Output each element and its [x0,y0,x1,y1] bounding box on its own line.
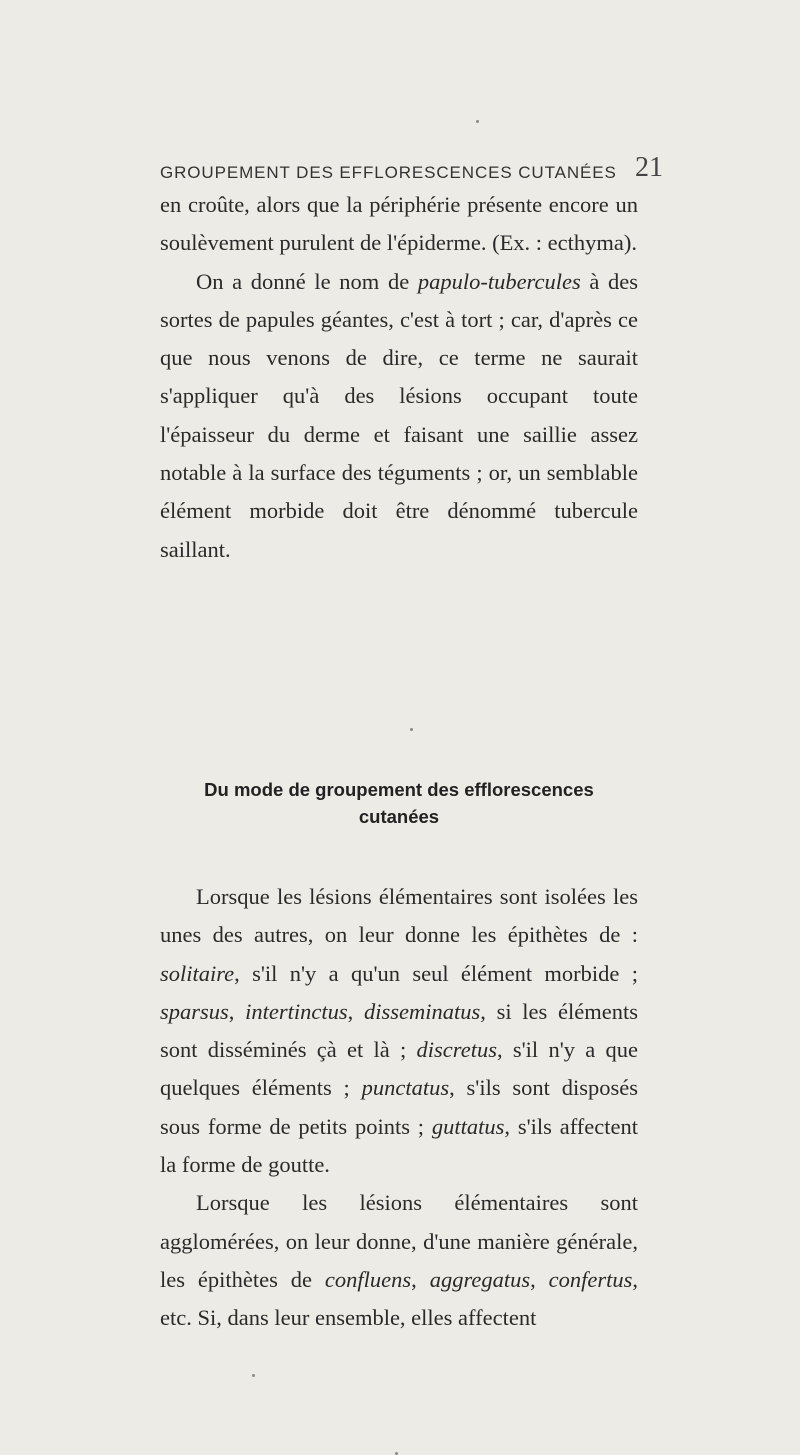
text-block-top [160,186,638,569]
paragraph-text: Lorsque les lésions élémentaires sont agglomérées, on leur donne, d'une manière générale, les épithètes de [160,1190,638,1292]
paragraph-text: , s'ils sont disposés sous forme de petits points ; [160,1075,638,1139]
paragraph-text: , etc. Si, dans leur ensemble, elles affectent [160,1266,639,1331]
paragraph-text: , s'il n'y a que quelques éléments ; [160,1037,638,1101]
italic-term: papulo-tubercules [417,268,581,294]
italic-term: sparsus [160,998,229,1024]
running-head: GROUPEMENT DES EFFLORESCENCES CUTANÉES [160,163,617,182]
italic-term: discretus [416,1037,497,1063]
paragraph-text: , s'ils affectent la forme de goutte. [160,1113,638,1178]
italic-term: intertinctus [245,998,348,1024]
italic-term: confluens [324,1266,412,1292]
italic-term: guttatus [431,1113,505,1139]
italic-term: disseminatus [363,998,481,1024]
italic-term: confertus [548,1266,633,1292]
paper-speck [476,120,479,123]
page-number: 21 [635,152,663,183]
paragraph-text: , s'il n'y a qu'un seul élément morbide ; [234,960,638,986]
paragraph-text: , [530,1266,549,1292]
italic-term: solitaire [160,960,235,986]
italic-term: aggregatus [429,1266,531,1292]
text-block-bottom [160,878,638,1338]
paper-speck [410,728,413,731]
paragraph-text: , [347,998,364,1024]
section-heading-line-2: cutanées [358,806,440,827]
paragraph-agglomerated-lesions [160,1184,638,1337]
italic-term: punctatus [361,1075,450,1101]
section-heading [160,776,638,830]
section-heading-line-1: Du mode de groupement des efflorescences [204,779,594,800]
paragraph-text: On a donné le nom de [196,268,418,294]
paragraph-papulo-tubercules [160,263,638,569]
paragraph-text: Lorsque les lésions élémentaires sont isolées les unes des autres, on leur donne les épithètes de : [160,884,638,948]
paragraph-text: , si les éléments sont disséminés çà et là ; [160,998,638,1063]
paragraph-continuation: en croûte, alors que la périphérie présente encore un soulèvement purulent de l'épiderme. (Ex. : ecthyma). [160,192,638,256]
paragraph-isolated-lesions [160,878,638,1184]
paper-speck [252,1374,255,1377]
paragraph-text: , [411,1266,430,1292]
paragraph-text: , [228,998,246,1024]
paragraph-text: à des sortes de papules géantes, c'est à tort ; car, d'après ce que nous venons de dire, ce terme ne saurait s'appliquer qu'à des lésions occupant toute l'épaisseur du derme et faisant une saillie assez notable à la surface des téguments ; or, un semblable élément morbide doit être dénommé tubercule saillant. [160,268,638,562]
